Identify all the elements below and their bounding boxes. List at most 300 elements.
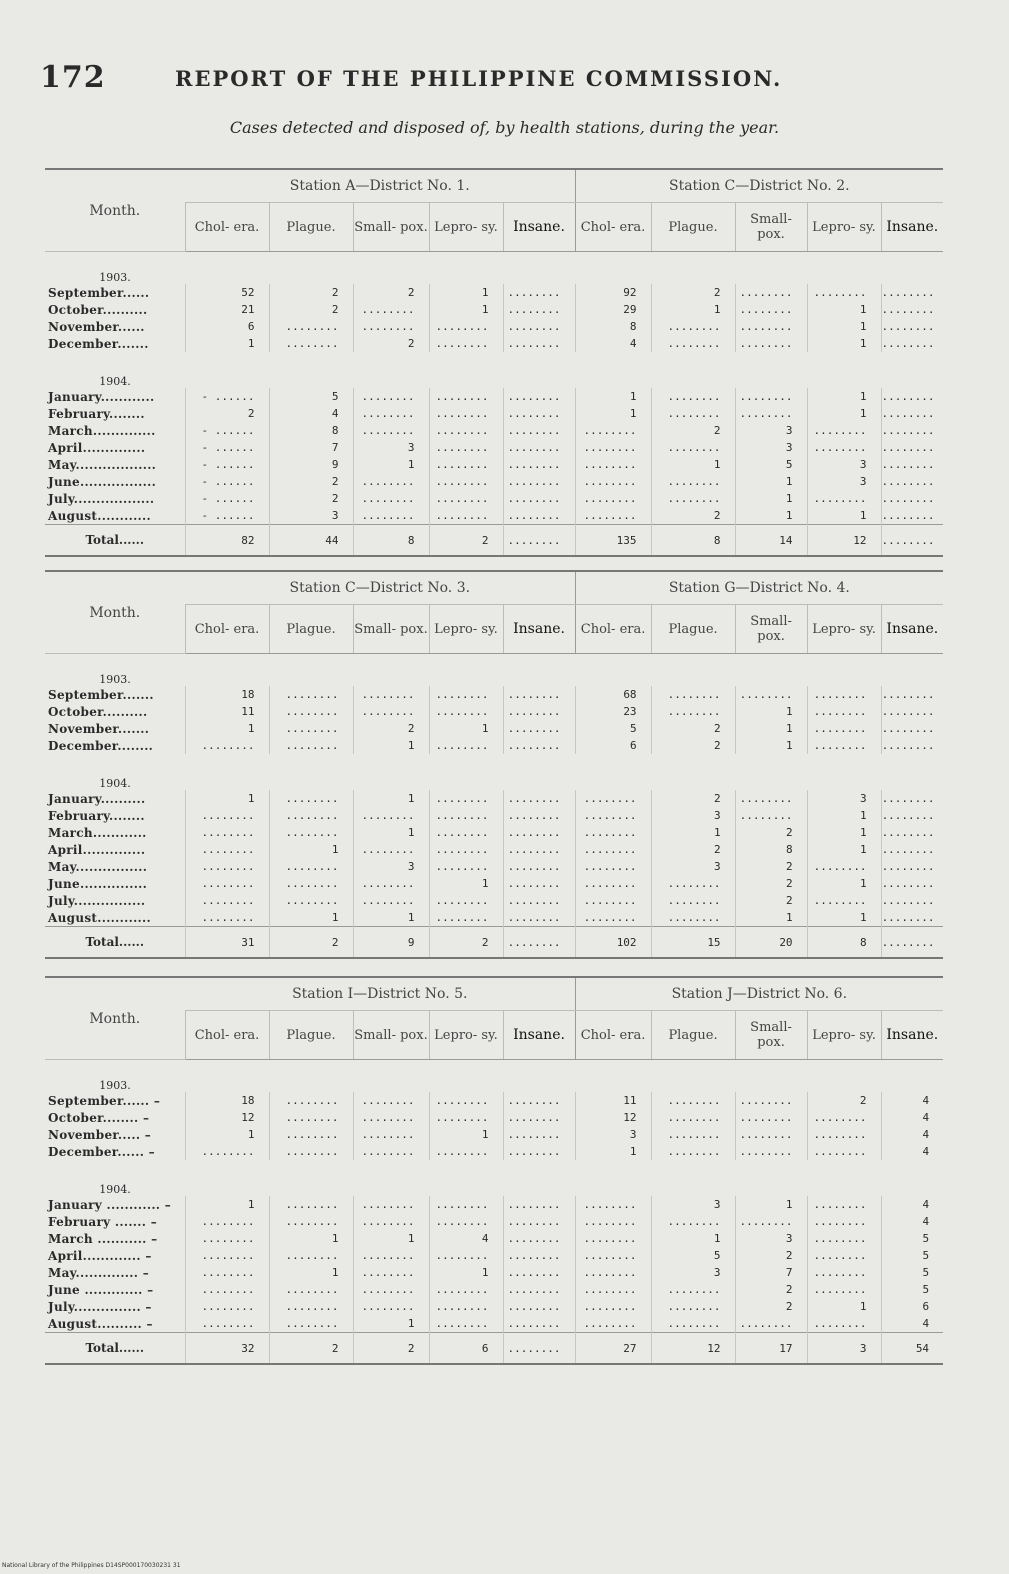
- table-cell: ........: [429, 507, 503, 525]
- month-label: September.......: [48, 687, 154, 702]
- table-cell: ........: [353, 807, 429, 824]
- table-row: [45, 473, 943, 490]
- table-cell: 23: [575, 703, 651, 720]
- report-title: REPORT OF THE PHILIPPINE COMMISSION.: [175, 66, 783, 91]
- table-cell: ........: [269, 1213, 353, 1230]
- table-block-districts-5-6: [45, 976, 943, 1365]
- table-cell: ........: [735, 284, 807, 301]
- column-header: Lepro- sy.: [429, 1011, 503, 1060]
- table-cell: ........: [503, 405, 575, 422]
- table-cell: ........: [651, 1126, 735, 1143]
- table-cell: 3: [353, 858, 429, 875]
- total-cell: 17: [735, 1333, 807, 1365]
- table-cell: ........: [269, 824, 353, 841]
- column-header: Insane.: [881, 1011, 943, 1060]
- table-cell: 1: [185, 720, 269, 737]
- table-cell: 3: [651, 1196, 735, 1213]
- month-label: August.......... –: [48, 1316, 153, 1331]
- month-label: May................: [48, 859, 148, 874]
- table-cell: 1: [429, 301, 503, 318]
- table-cell: ........: [353, 1281, 429, 1298]
- table-cell: ........: [881, 892, 943, 909]
- table-cell: ........: [353, 473, 429, 490]
- column-header: Insane.: [503, 203, 575, 252]
- table-cell: ........: [651, 686, 735, 703]
- table-cell: ........: [269, 1196, 353, 1213]
- table-cell: ........: [429, 1213, 503, 1230]
- table-cell: 4: [881, 1126, 943, 1143]
- table-cell: ........: [575, 490, 651, 507]
- table-row: [45, 841, 943, 858]
- table-cell: ........: [269, 318, 353, 335]
- table-cell: 8: [735, 841, 807, 858]
- table-cell: 18: [185, 686, 269, 703]
- table-cell: - ......: [185, 507, 269, 525]
- table-cell: ........: [651, 1298, 735, 1315]
- month-label: November.......: [48, 721, 150, 736]
- month-label: September......: [48, 285, 150, 300]
- column-header: Plague.: [269, 605, 353, 654]
- column-header: Small- pox.: [353, 605, 429, 654]
- table-cell: ........: [503, 1126, 575, 1143]
- table-cell: 11: [185, 703, 269, 720]
- table-cell: 2: [651, 284, 735, 301]
- year-label: 1904.: [99, 777, 131, 790]
- table-cell: - ......: [185, 388, 269, 405]
- table-cell: 5: [881, 1281, 943, 1298]
- table-cell: 1: [651, 301, 735, 318]
- table-cell: ........: [185, 875, 269, 892]
- total-cell: 14: [735, 525, 807, 557]
- total-label: Total......: [45, 927, 185, 959]
- column-header: Chol- era.: [575, 605, 651, 654]
- table-cell: ........: [651, 473, 735, 490]
- table-cell: 1: [735, 737, 807, 754]
- table-cell: ........: [429, 686, 503, 703]
- table-cell: ........: [185, 1298, 269, 1315]
- table-row: [45, 1247, 943, 1264]
- table-cell: ........: [429, 1143, 503, 1160]
- table-cell: ........: [807, 1109, 881, 1126]
- table-cell: ........: [651, 703, 735, 720]
- table-cell: 2: [651, 841, 735, 858]
- table-cell: 1: [807, 388, 881, 405]
- table-cell: ........: [429, 909, 503, 927]
- total-cell: 2: [353, 1333, 429, 1365]
- column-header: Plague.: [269, 1011, 353, 1060]
- month-label: August............: [48, 910, 151, 925]
- year-label: 1904.: [99, 375, 131, 388]
- table-cell: ........: [503, 1213, 575, 1230]
- table-cell: 8: [575, 318, 651, 335]
- table-cell: ........: [503, 301, 575, 318]
- table-cell: ........: [269, 1298, 353, 1315]
- table-cell: 4: [269, 405, 353, 422]
- table-cell: ........: [735, 335, 807, 352]
- column-header: Small- pox.: [735, 1011, 807, 1060]
- table-block-districts-1-2: [45, 168, 943, 557]
- table-cell: ........: [353, 1126, 429, 1143]
- table-cell: 2: [269, 284, 353, 301]
- table-cell: ........: [735, 686, 807, 703]
- table-cell: - ......: [185, 456, 269, 473]
- table-cell: ........: [807, 686, 881, 703]
- column-header: Plague.: [269, 203, 353, 252]
- total-cell: 102: [575, 927, 651, 959]
- table-cell: ........: [651, 335, 735, 352]
- month-label: March............: [48, 825, 147, 840]
- table-cell: ........: [735, 1109, 807, 1126]
- table-cell: ........: [269, 1281, 353, 1298]
- table-row: [45, 737, 943, 754]
- table-cell: ........: [807, 892, 881, 909]
- station-right-header: Station C—District No. 2.: [575, 169, 943, 203]
- column-header: Chol- era.: [185, 1011, 269, 1060]
- table-cell: ........: [429, 1196, 503, 1213]
- table-cell: ........: [575, 790, 651, 807]
- table-cell: ........: [429, 422, 503, 439]
- table-cell: 1: [353, 790, 429, 807]
- column-header: Small- pox.: [735, 605, 807, 654]
- table-cell: 1: [575, 405, 651, 422]
- table-cell: ........: [807, 490, 881, 507]
- total-label: Total......: [45, 1333, 185, 1365]
- table-cell: ........: [575, 456, 651, 473]
- table-cell: ........: [353, 841, 429, 858]
- total-cell: ........: [503, 525, 575, 557]
- month-label: July..................: [48, 491, 155, 506]
- table-cell: 9: [269, 456, 353, 473]
- health-station-table: [45, 570, 943, 959]
- table-cell: 1: [807, 507, 881, 525]
- table-cell: 1: [651, 456, 735, 473]
- year-label: 1903.: [99, 1079, 131, 1092]
- table-cell: 2: [735, 1298, 807, 1315]
- table-cell: 7: [269, 439, 353, 456]
- total-cell: 135: [575, 525, 651, 557]
- total-cell: 27: [575, 1333, 651, 1365]
- table-cell: ........: [353, 1196, 429, 1213]
- table-cell: ........: [651, 892, 735, 909]
- table-cell: ........: [881, 807, 943, 824]
- table-row: [45, 439, 943, 456]
- table-cell: ........: [651, 875, 735, 892]
- table-cell: 3: [651, 807, 735, 824]
- month-label: August............: [48, 508, 151, 523]
- table-row: [45, 875, 943, 892]
- table-cell: ........: [575, 875, 651, 892]
- month-label: February........: [48, 406, 145, 421]
- table-cell: 1: [429, 720, 503, 737]
- column-header: Insane.: [503, 1011, 575, 1060]
- total-cell: 12: [807, 525, 881, 557]
- table-cell: 1: [429, 875, 503, 892]
- table-cell: ........: [503, 1230, 575, 1247]
- total-cell: 44: [269, 525, 353, 557]
- table-cell: 2: [651, 720, 735, 737]
- table-cell: ........: [429, 318, 503, 335]
- table-cell: ........: [185, 1230, 269, 1247]
- table-cell: ........: [503, 841, 575, 858]
- table-cell: ........: [807, 1126, 881, 1143]
- table-cell: ........: [353, 1109, 429, 1126]
- table-cell: 3: [735, 1230, 807, 1247]
- table-cell: ........: [269, 790, 353, 807]
- month-label: May.............. –: [48, 1265, 150, 1280]
- table-row: [45, 490, 943, 507]
- month-label: December...... –: [48, 1144, 155, 1159]
- table-cell: 3: [575, 1126, 651, 1143]
- table-cell: ........: [807, 439, 881, 456]
- total-cell: 8: [651, 525, 735, 557]
- table-cell: 1: [735, 490, 807, 507]
- table-cell: ........: [735, 301, 807, 318]
- month-label: May..................: [48, 457, 157, 472]
- table-cell: 6: [185, 318, 269, 335]
- total-row: [45, 927, 943, 959]
- total-cell: 82: [185, 525, 269, 557]
- table-cell: 1: [807, 807, 881, 824]
- table-cell: ........: [881, 388, 943, 405]
- table-cell: 2: [185, 405, 269, 422]
- table-cell: 18: [185, 1092, 269, 1109]
- table-cell: ........: [503, 824, 575, 841]
- table-cell: ........: [269, 703, 353, 720]
- table-cell: ........: [881, 507, 943, 525]
- table-cell: ........: [651, 1213, 735, 1230]
- table-row: [45, 284, 943, 301]
- table-cell: ........: [503, 737, 575, 754]
- table-cell: ........: [735, 807, 807, 824]
- table-cell: ........: [269, 335, 353, 352]
- table-cell: ........: [185, 1143, 269, 1160]
- month-label: November..... –: [48, 1127, 152, 1142]
- table-cell: 1: [807, 841, 881, 858]
- month-label: November......: [48, 319, 145, 334]
- table-cell: ........: [503, 388, 575, 405]
- table-cell: 1: [735, 909, 807, 927]
- table-cell: ........: [429, 858, 503, 875]
- table-row: [45, 1143, 943, 1160]
- table-cell: ........: [503, 507, 575, 525]
- table-cell: 2: [807, 1092, 881, 1109]
- table-cell: 5: [881, 1247, 943, 1264]
- table-cell: ........: [651, 388, 735, 405]
- table-cell: 4: [429, 1230, 503, 1247]
- table-cell: ........: [429, 405, 503, 422]
- table-cell: ........: [353, 686, 429, 703]
- year-label: 1903.: [99, 673, 131, 686]
- table-cell: 1: [575, 388, 651, 405]
- table-cell: ........: [503, 720, 575, 737]
- table-row: [45, 507, 943, 525]
- table-cell: ........: [735, 790, 807, 807]
- table-cell: ........: [575, 909, 651, 927]
- table-cell: 1: [735, 703, 807, 720]
- table-cell: ........: [575, 422, 651, 439]
- month-label: February ....... –: [48, 1214, 158, 1229]
- table-cell: 1: [575, 1143, 651, 1160]
- table-cell: 1: [353, 1230, 429, 1247]
- table-cell: ........: [269, 686, 353, 703]
- table-cell: ........: [807, 284, 881, 301]
- total-cell: 8: [807, 927, 881, 959]
- table-cell: ........: [353, 1143, 429, 1160]
- table-cell: ........: [353, 1298, 429, 1315]
- column-header: Insane.: [881, 605, 943, 654]
- total-row: [45, 1333, 943, 1365]
- total-cell: 2: [269, 927, 353, 959]
- total-cell: 8: [353, 525, 429, 557]
- table-cell: ........: [503, 490, 575, 507]
- column-header: Plague.: [651, 203, 735, 252]
- table-cell: 1: [353, 1315, 429, 1333]
- table-cell: ........: [881, 790, 943, 807]
- table-cell: 1: [735, 507, 807, 525]
- table-cell: ........: [651, 909, 735, 927]
- month-label: July............... –: [48, 1299, 152, 1314]
- month-label: April..............: [48, 440, 146, 455]
- table-cell: ........: [881, 703, 943, 720]
- table-cell: ........: [881, 318, 943, 335]
- table-cell: 5: [735, 456, 807, 473]
- table-cell: ........: [503, 1196, 575, 1213]
- table-cell: 2: [353, 284, 429, 301]
- table-cell: ........: [807, 1143, 881, 1160]
- total-cell: 2: [429, 927, 503, 959]
- total-cell: 3: [807, 1333, 881, 1365]
- table-cell: ........: [881, 824, 943, 841]
- table-cell: ........: [503, 686, 575, 703]
- table-cell: ........: [735, 318, 807, 335]
- table-cell: ........: [807, 858, 881, 875]
- station-left-header: Station A—District No. 1.: [185, 169, 575, 203]
- table-cell: ........: [269, 858, 353, 875]
- table-cell: 1: [269, 909, 353, 927]
- column-header: Small- pox.: [353, 1011, 429, 1060]
- table-cell: 92: [575, 284, 651, 301]
- table-cell: ........: [353, 892, 429, 909]
- table-cell: ........: [881, 473, 943, 490]
- table-cell: 11: [575, 1092, 651, 1109]
- total-cell: 32: [185, 1333, 269, 1365]
- table-cell: ........: [881, 737, 943, 754]
- table-cell: ........: [185, 892, 269, 909]
- table-cell: ........: [185, 807, 269, 824]
- total-cell: 31: [185, 927, 269, 959]
- table-cell: ........: [353, 422, 429, 439]
- table-cell: ........: [185, 824, 269, 841]
- table-row: [45, 858, 943, 875]
- table-cell: ........: [735, 405, 807, 422]
- table-cell: ........: [503, 892, 575, 909]
- table-cell: ........: [881, 858, 943, 875]
- table-cell: ........: [185, 1315, 269, 1333]
- table-cell: 3: [269, 507, 353, 525]
- column-header: Chol- era.: [575, 203, 651, 252]
- table-row: [45, 824, 943, 841]
- table-cell: ........: [269, 1126, 353, 1143]
- table-cell: ........: [353, 1247, 429, 1264]
- table-cell: ........: [807, 422, 881, 439]
- column-header: Small- pox.: [353, 203, 429, 252]
- station-left-header: Station C—District No. 3.: [185, 571, 575, 605]
- table-cell: ........: [807, 1264, 881, 1281]
- table-row: [45, 1092, 943, 1109]
- table-cell: 1: [429, 1126, 503, 1143]
- table-cell: ........: [735, 1143, 807, 1160]
- table-cell: 5: [269, 388, 353, 405]
- table-cell: 2: [735, 875, 807, 892]
- total-cell: 12: [651, 1333, 735, 1365]
- table-cell: ........: [269, 720, 353, 737]
- table-cell: 1: [185, 1196, 269, 1213]
- table-cell: ........: [429, 737, 503, 754]
- total-label: Total......: [45, 525, 185, 557]
- table-cell: 2: [651, 422, 735, 439]
- table-cell: ........: [429, 335, 503, 352]
- table-cell: ........: [185, 909, 269, 927]
- table-cell: 2: [735, 824, 807, 841]
- table-cell: 3: [651, 858, 735, 875]
- station-left-header: Station I—District No. 5.: [185, 977, 575, 1011]
- table-cell: ........: [575, 1213, 651, 1230]
- table-row: [45, 720, 943, 737]
- station-right-header: Station J—District No. 6.: [575, 977, 943, 1011]
- table-cell: ........: [185, 841, 269, 858]
- table-row: [45, 335, 943, 352]
- total-cell: ........: [881, 927, 943, 959]
- month-label: June ............. –: [48, 1282, 154, 1297]
- month-label: December.......: [48, 336, 149, 351]
- table-cell: ........: [575, 1247, 651, 1264]
- table-cell: ........: [429, 807, 503, 824]
- month-label: July................: [48, 893, 146, 908]
- table-cell: ........: [881, 335, 943, 352]
- table-cell: ........: [503, 909, 575, 927]
- table-cell: 1: [353, 456, 429, 473]
- table-cell: ........: [881, 875, 943, 892]
- health-station-table: [45, 168, 943, 557]
- table-cell: ........: [269, 807, 353, 824]
- table-cell: ........: [735, 1315, 807, 1333]
- table-cell: ........: [881, 439, 943, 456]
- table-cell: 1: [807, 405, 881, 422]
- table-cell: ........: [353, 1092, 429, 1109]
- station-right-header: Station G—District No. 4.: [575, 571, 943, 605]
- total-cell: ........: [503, 927, 575, 959]
- table-cell: ........: [353, 875, 429, 892]
- total-cell: 2: [269, 1333, 353, 1365]
- table-cell: ........: [651, 1315, 735, 1333]
- table-row: [45, 703, 943, 720]
- table-cell: ........: [651, 1109, 735, 1126]
- month-label: October..........: [48, 302, 148, 317]
- table-cell: 4: [881, 1109, 943, 1126]
- table-row: [45, 1109, 943, 1126]
- table-cell: ........: [503, 335, 575, 352]
- table-cell: ........: [807, 1196, 881, 1213]
- table-cell: 3: [353, 439, 429, 456]
- table-cell: ........: [575, 1315, 651, 1333]
- table-row: [45, 318, 943, 335]
- table-cell: 5: [881, 1230, 943, 1247]
- table-cell: ........: [881, 456, 943, 473]
- table-cell: 52: [185, 284, 269, 301]
- total-cell: 6: [429, 1333, 503, 1365]
- table-cell: ........: [269, 875, 353, 892]
- page-header: [0, 60, 1009, 100]
